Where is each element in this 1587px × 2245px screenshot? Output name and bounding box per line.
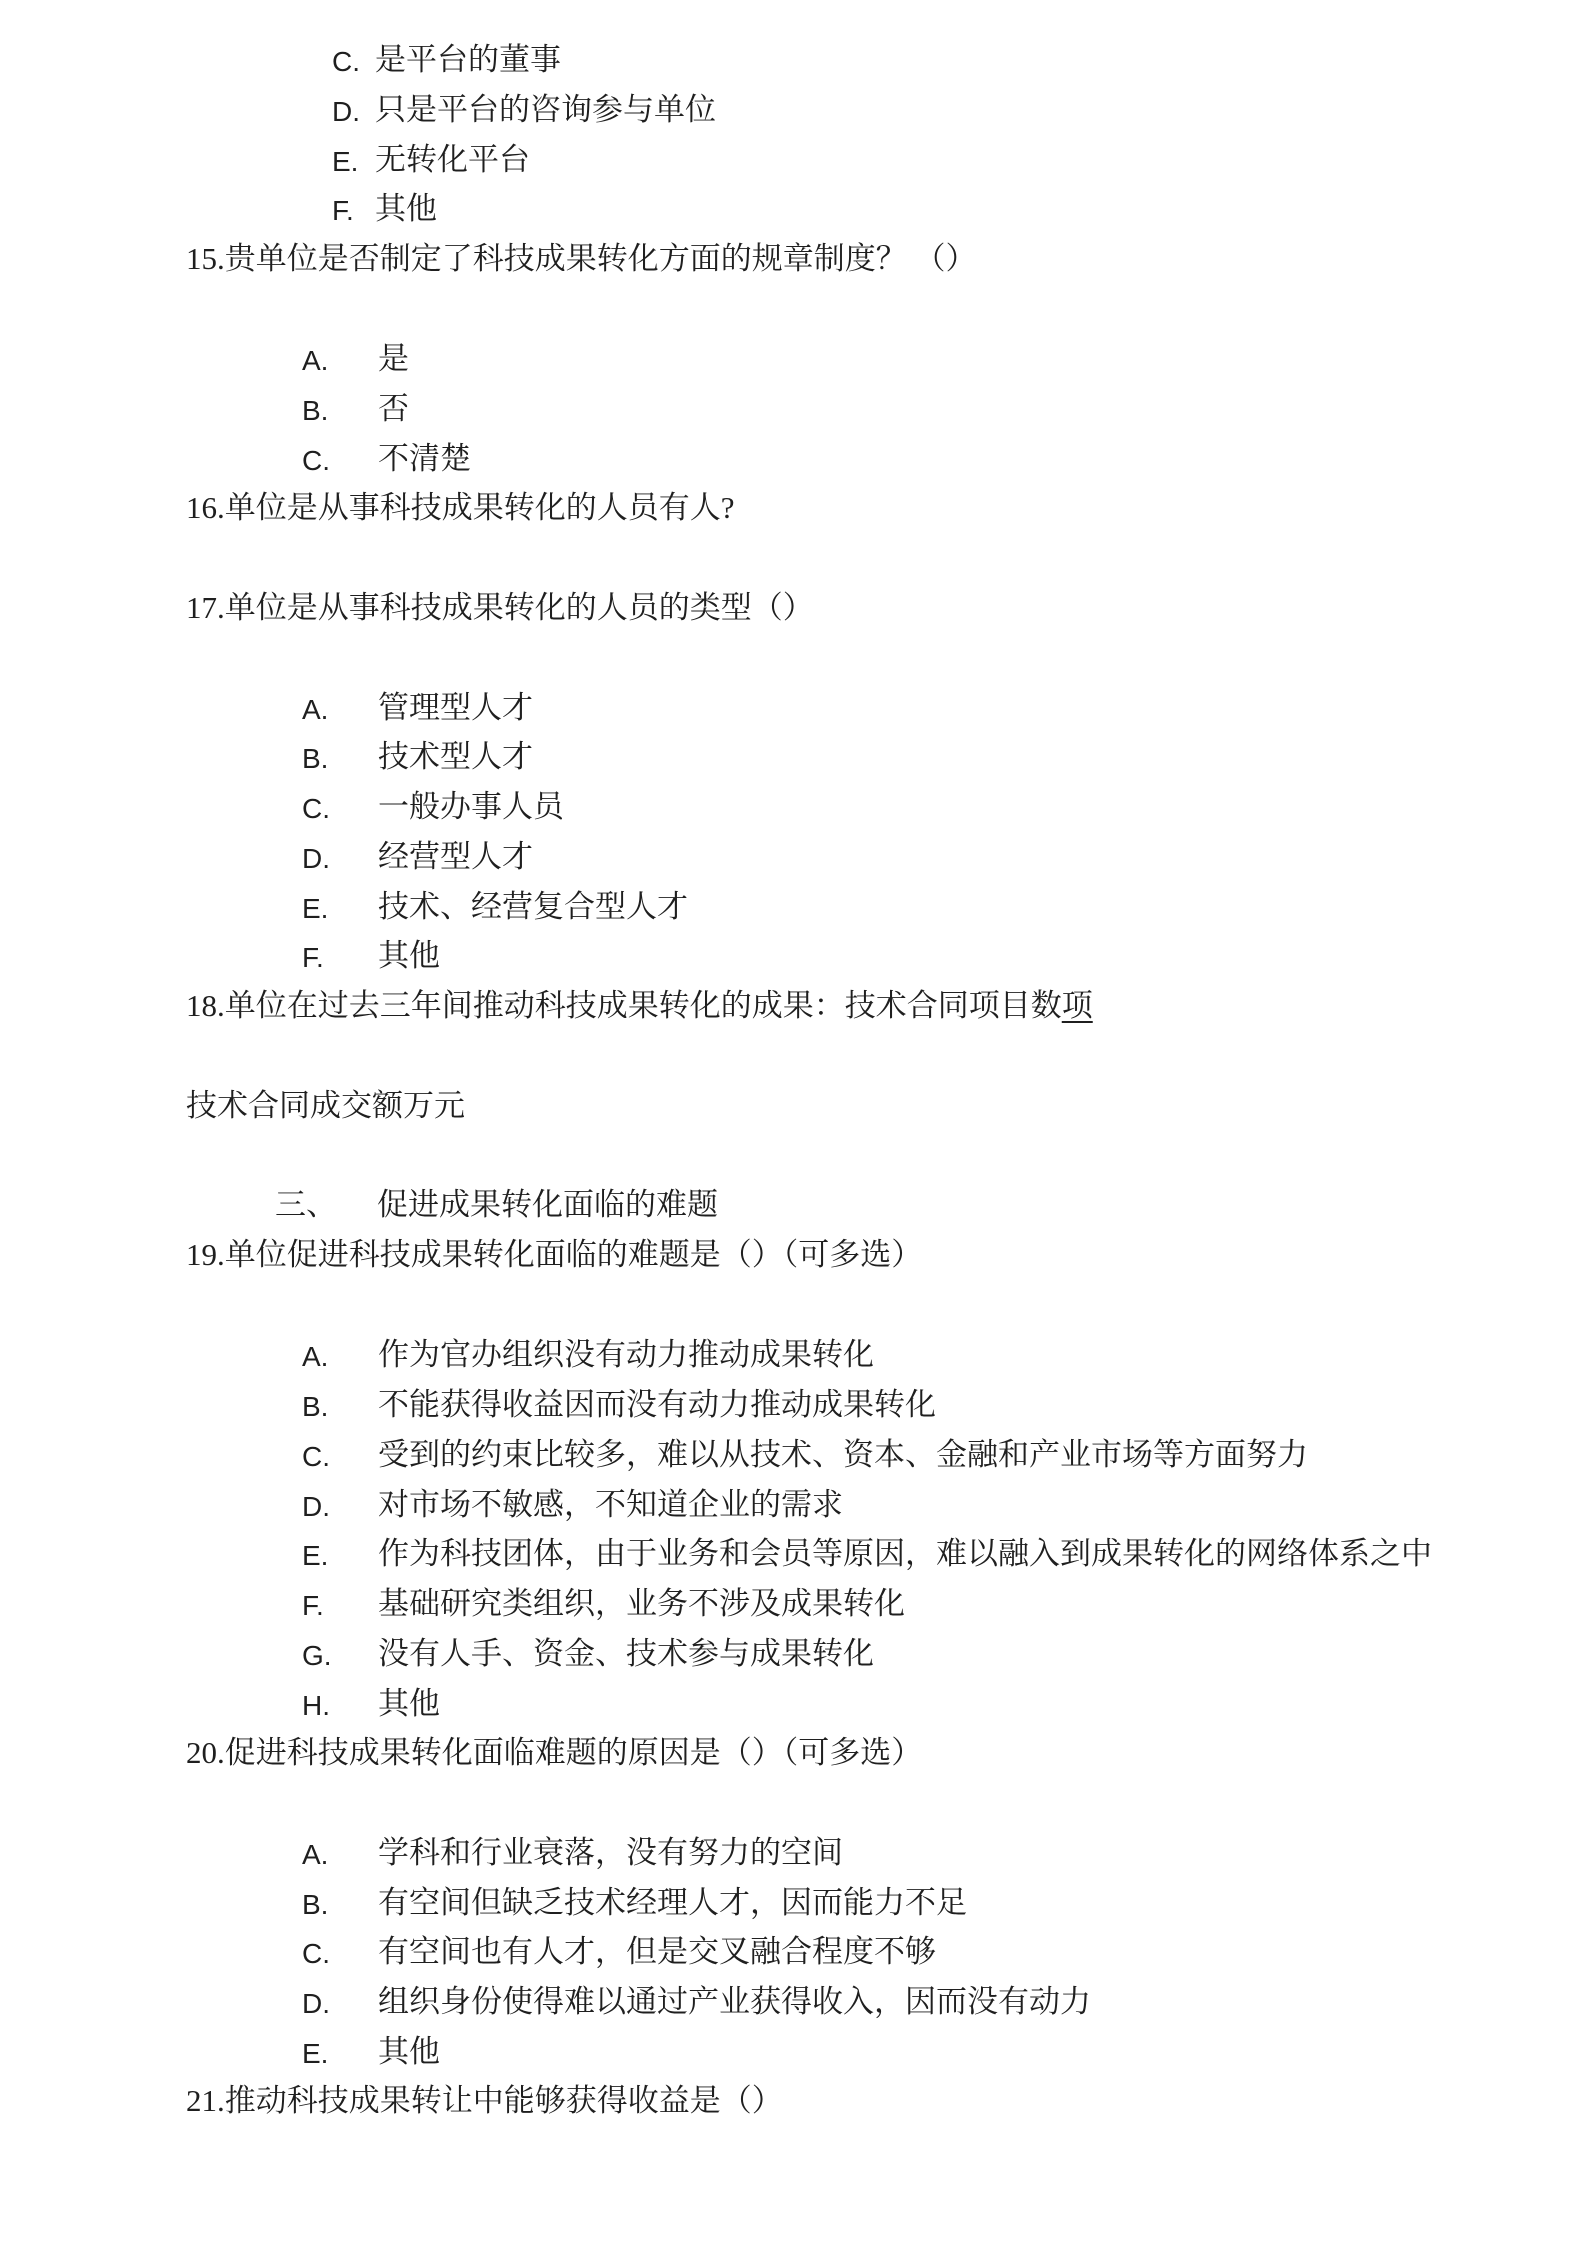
option-text: 无转化平台 (375, 142, 530, 177)
option-text: 作为科技团体，由于业务和会员等原因，难以融入到成果转化的网络体系之中 (378, 1536, 1432, 1571)
question-text: 单位是从事科技成果转化的人员的类型（） (224, 590, 814, 625)
option-letter: D. (302, 1988, 330, 2019)
option-letter: E. (332, 146, 359, 177)
option-letter: A. (302, 1839, 329, 1870)
option-text: 受到的约束比较多，难以从技术、资本、金融和产业市场等方面努力 (378, 1437, 1308, 1472)
option-text: 学科和行业衰落，没有努力的空间 (378, 1835, 843, 1870)
option-letter: D. (302, 843, 330, 874)
option-letter: C. (302, 1441, 330, 1472)
question-text: 贵单位是否制定了科技成果转化方面的规章制度？ （） (224, 241, 977, 276)
option-text: 基础研究类组织，业务不涉及成果转化 (378, 1586, 905, 1621)
option-text: 有空间也有人才，但是交叉融合程度不够 (378, 1934, 936, 1969)
question-text: 促进科技成果转化面临难题的原因是（）（可多选） (224, 1735, 923, 1770)
question-number: 17. (186, 590, 225, 625)
section-numeral: 三、 (275, 1187, 337, 1222)
option-letter: B. (302, 1889, 329, 1920)
option-letter: C. (302, 793, 330, 824)
option-letter: A. (302, 1341, 329, 1372)
continuation-text: 技术合同成交额万元 (186, 1088, 465, 1123)
option-text: 只是平台的咨询参与单位 (375, 92, 716, 127)
option-letter: B. (302, 743, 329, 774)
option-letter: F. (332, 195, 354, 226)
option-text: 其他 (378, 938, 440, 973)
question-number: 15. (186, 241, 225, 276)
section-title: 促进成果转化面临的难题 (377, 1187, 718, 1222)
question-number: 21. (186, 2083, 225, 2118)
option-text: 经营型人才 (378, 839, 533, 874)
option-text: 其他 (378, 2034, 440, 2069)
option-letter: A. (302, 345, 329, 376)
option-text: 对市场不敏感，不知道企业的需求 (378, 1487, 843, 1522)
option-text: 作为官办组织没有动力推动成果转化 (378, 1337, 874, 1372)
question-18 (0, 989, 1587, 1091)
option-letter: F. (302, 942, 324, 973)
question-text: 单位促进科技成果转化面临的难题是（）（可多选） (224, 1237, 923, 1272)
question-21 (0, 2084, 1587, 2186)
question-15 (0, 242, 1587, 344)
option-letter: D. (332, 96, 360, 127)
option-letter: E. (302, 1540, 329, 1571)
question-number: 16. (186, 490, 225, 525)
option-letter: A. (302, 694, 329, 725)
option-text: 其他 (375, 191, 437, 226)
option-text: 是平台的董事 (375, 42, 561, 77)
question-number: 19. (186, 1237, 225, 1272)
fill-in-blank-unit: 项 (1061, 988, 1093, 1023)
option-text: 否 (378, 391, 409, 426)
option-letter: D. (302, 1491, 330, 1522)
option-letter: C. (302, 445, 330, 476)
option-letter: C. (332, 46, 360, 77)
option-text: 其他 (378, 1686, 440, 1721)
option-letter: C. (302, 1938, 330, 1969)
option-text: 一般办事人员 (378, 789, 564, 824)
option-text: 技术型人才 (378, 739, 533, 774)
question-17 (0, 591, 1587, 693)
option-text: 组织身份使得难以通过产业获得收入，因而没有动力 (378, 1984, 1091, 2019)
option-letter: B. (302, 1391, 329, 1422)
question-text: 单位在过去三年间推动科技成果转化的成果：技术合同项目数 (224, 988, 1062, 1023)
q18-continuation (0, 1089, 1587, 1191)
option-letter: E. (302, 2038, 329, 2069)
option-text: 管理型人才 (378, 690, 533, 725)
question-text: 单位是从事科技成果转化的人员有人? (224, 490, 735, 525)
option-letter: E. (302, 893, 329, 924)
option-text: 有空间但缺乏技术经理人才，因而能力不足 (378, 1885, 967, 1920)
option-letter: G. (302, 1640, 332, 1671)
question-text: 推动科技成果转让中能够获得收益是（） (224, 2083, 783, 2118)
option-letter: B. (302, 395, 329, 426)
option-text: 不清楚 (378, 441, 471, 476)
option-text: 是 (378, 341, 409, 376)
option-letter: H. (302, 1690, 330, 1721)
option-text: 没有人手、资金、技术参与成果转化 (378, 1636, 874, 1671)
question-20 (0, 1736, 1587, 1838)
question-16 (0, 491, 1587, 593)
question-number: 18. (186, 988, 225, 1023)
question-number: 20. (186, 1735, 225, 1770)
option-text: 技术、经营复合型人才 (378, 889, 688, 924)
option-letter: F. (302, 1590, 324, 1621)
option-text: 不能获得收益因而没有动力推动成果转化 (378, 1387, 936, 1422)
question-19 (0, 1238, 1587, 1340)
